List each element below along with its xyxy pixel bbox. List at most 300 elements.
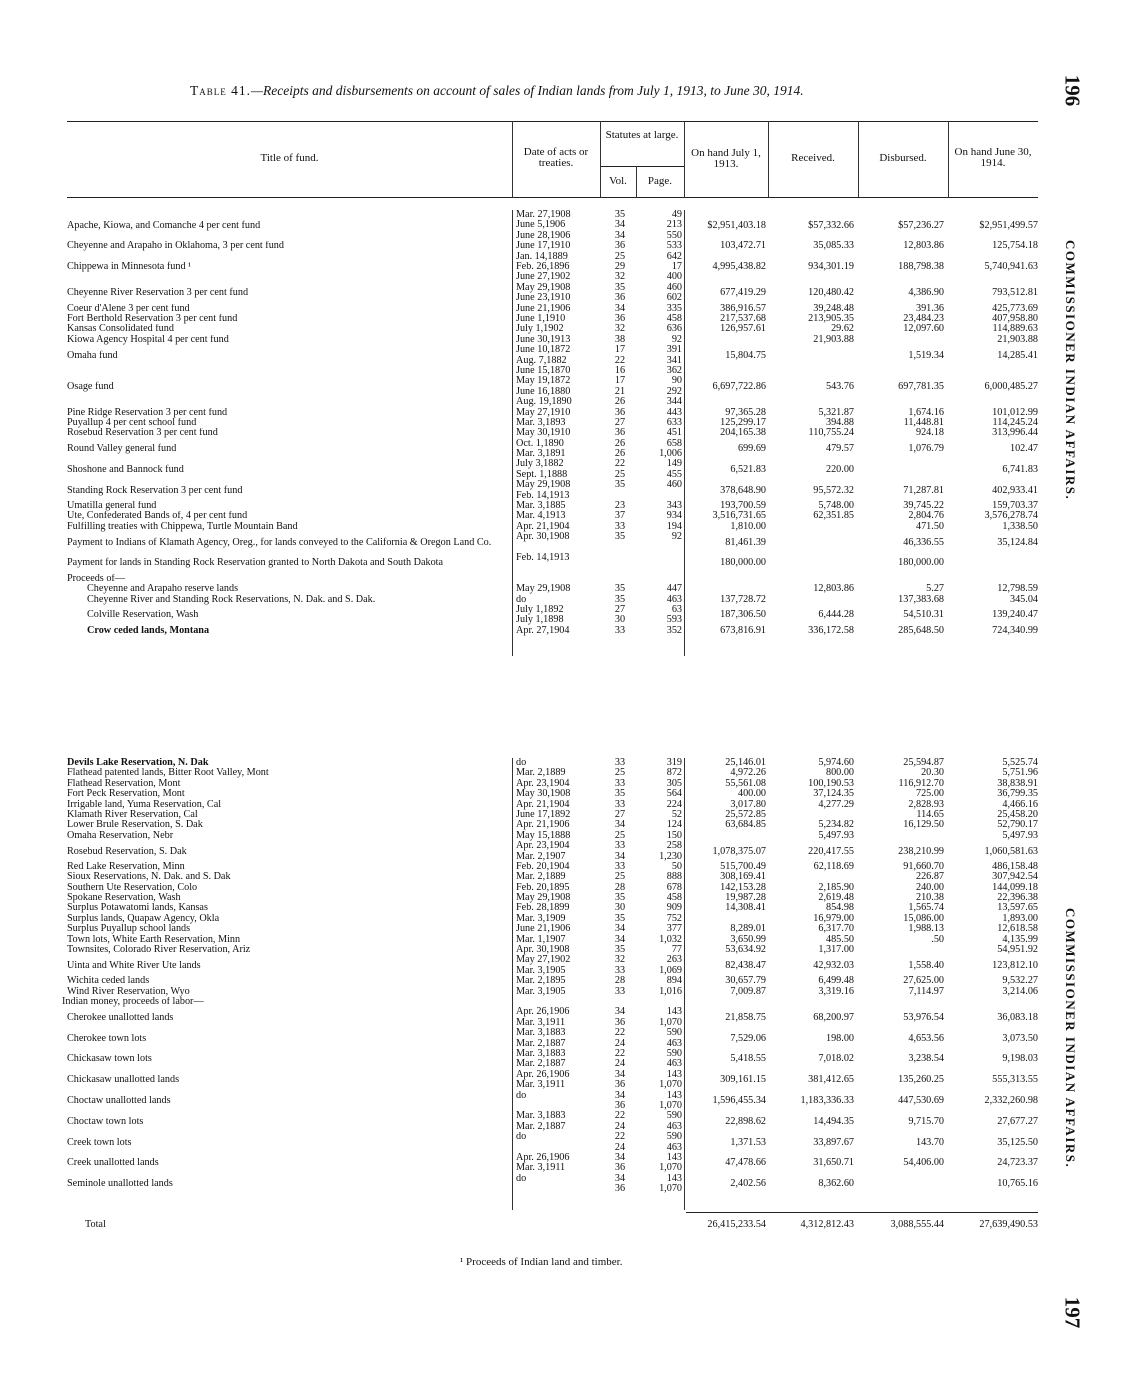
statute-page: 909 (666, 902, 682, 914)
act-date: Mar. 3,1883 Mar. 2,1887 (516, 1110, 566, 1132)
statute-volume: 32 (614, 323, 626, 335)
disbursed: 226.87 (915, 871, 944, 883)
on-hand-1914: 402,933.41 (992, 484, 1038, 496)
on-hand-1914: 52,790.17 (997, 819, 1038, 831)
fund-title: Chickasaw town lots (67, 1054, 152, 1065)
received: 336,172.58 (808, 624, 854, 636)
on-hand-1913: 386,916.57 (720, 302, 766, 314)
on-hand-1914: 3,073.50 (1002, 1032, 1038, 1044)
fund-title: Cheyenne River Reservation 3 per cent fund (67, 287, 249, 298)
statute-volume: 35 (614, 788, 626, 800)
statute-page: 343 (666, 500, 682, 512)
statute-volume: 22 25 (614, 458, 626, 480)
total-rule (686, 1212, 1038, 1213)
received: 42,932.03 (813, 959, 854, 971)
received: 213,905.35 (808, 312, 854, 324)
on-hand-1914: 144,099.18 (992, 881, 1038, 893)
fund-title: Cherokee unallotted lands (67, 1012, 174, 1023)
table-row (0, 532, 1123, 553)
act-date: Apr. 30,1908 (516, 531, 570, 543)
on-hand-1914: 425,773.69 (992, 302, 1038, 314)
statute-page: 460 602 (666, 281, 682, 304)
disbursed: 1,558.40 (908, 959, 944, 971)
statute-volume: 33 (614, 624, 626, 636)
running-head-bottom: COMMISSIONER INDIAN AFFAIRS. (1063, 908, 1078, 1169)
table-row (0, 1111, 1123, 1132)
statute-page: 143 1,070 (659, 1068, 682, 1091)
statute-page: 451 (666, 427, 682, 439)
fund-title: Colville Reservation, Wash (87, 610, 199, 621)
table-row (0, 366, 1123, 408)
statute-page: 636 (666, 323, 682, 335)
received: 35,085.33 (813, 240, 854, 252)
header-statutes: Statutes at large. (605, 129, 679, 141)
statute-page: 49 213 550 (666, 209, 682, 241)
table-row (0, 459, 1123, 480)
disbursed: 1,076.79 (908, 442, 944, 454)
disbursed: 5.27 (926, 583, 944, 595)
on-hand-1913: 187,306.50 (720, 609, 766, 621)
on-hand-1913: 53,634.92 (725, 944, 766, 956)
received: 95,572.32 (813, 484, 854, 496)
fund-title: Fort Peck Reservation, Mont (67, 789, 185, 800)
statute-volume: 27 30 (614, 604, 626, 626)
fund-title: Puyallup 4 per cent school fund (67, 417, 197, 428)
received: 120,480.42 (808, 286, 854, 298)
on-hand-1913: 1,371.53 (730, 1136, 766, 1148)
statute-page: 460 (666, 479, 682, 491)
act-date: Feb. 14,1913 (516, 552, 570, 564)
statute-volume: 35 (614, 912, 626, 924)
header-page: Page. (647, 175, 673, 187)
statute-volume: 35 (614, 944, 626, 956)
table-row (0, 955, 1123, 976)
table-row (0, 626, 1123, 636)
on-hand-1913: 81,461.39 (725, 536, 766, 548)
on-hand-1914: 555,313.55 (992, 1073, 1038, 1085)
on-hand-1914: 1,338.50 (1002, 520, 1038, 532)
fund-title: Rosebud Reservation 3 per cent fund (67, 428, 218, 439)
fund-title: Flathead patented lands, Bitter Root Valley, Mont (67, 768, 269, 779)
disbursed: 71,287.81 (903, 484, 944, 496)
statute-page: 872 (666, 767, 682, 779)
received: 6,317.70 (818, 923, 854, 935)
table-row (0, 1028, 1123, 1049)
statute-page: 458 (666, 892, 682, 904)
page-number-bottom: 197 (1060, 1296, 1085, 1329)
table-row (0, 345, 1123, 366)
disbursed: 285,648.50 (898, 624, 944, 636)
on-hand-1913: 308,169.41 (720, 871, 766, 883)
disbursed: 188,798.38 (898, 260, 944, 272)
disbursed: 1,565.74 (908, 902, 944, 914)
on-hand-1913: 8,289.01 (730, 923, 766, 935)
statute-volume: 33 (614, 860, 626, 872)
on-hand-1914: 21,903.88 (997, 333, 1038, 345)
on-hand-1914: 2,332,260.98 (984, 1094, 1038, 1106)
statute-page: 335 (666, 302, 682, 314)
received: 220,417.55 (808, 845, 854, 857)
act-date: Feb. 20,1895 (516, 881, 570, 893)
received: 381,412.65 (808, 1073, 854, 1085)
disbursed: 2,828.93 (908, 798, 944, 810)
statute-volume: 34 36 (614, 1089, 626, 1111)
on-hand-1913: 126,957.61 (720, 323, 766, 335)
disbursed: 3,238.54 (908, 1053, 944, 1065)
fund-title: Umatilla general fund (67, 501, 157, 512)
act-date: May 15,1888 (516, 829, 571, 841)
on-hand-1914: 22,396.38 (997, 892, 1038, 904)
act-date: Apr. 30,1908 (516, 944, 570, 956)
statute-page: 50 (671, 860, 682, 872)
statute-volume: 23 (614, 500, 626, 512)
fund-title: Omaha fund (67, 350, 118, 361)
header-on-hand-1913: On hand July 1, 1913. (691, 147, 761, 170)
table-number: Table 41. (190, 83, 251, 98)
fund-title: Pine Ridge Reservation 3 per cent fund (67, 407, 228, 418)
fund-title: Surplus lands, Quapaw Agency, Okla (67, 913, 220, 924)
fund-title: Ute, Confederated Bands of, 4 per cent fund (67, 511, 248, 522)
fund-title: Kiowa Agency Hospital 4 per cent fund (67, 334, 229, 345)
statute-volume: 35 34 34 (614, 209, 626, 241)
disbursed: 9,715.70 (908, 1115, 944, 1127)
statute-page: 258 1,230 (659, 840, 682, 862)
act-date: June 1,1910 (516, 312, 566, 324)
on-hand-1914: 35,124.84 (997, 536, 1038, 548)
statute-page: 92 (671, 333, 682, 345)
disbursed: 27,625.00 (903, 975, 944, 987)
on-hand-1913: 309,161.15 (720, 1073, 766, 1085)
statute-volume: 35 (614, 531, 626, 543)
fund-title: Round Valley general fund (67, 443, 177, 454)
fund-title: Town lots, White Earth Reservation, Minn (67, 934, 241, 945)
on-hand-1914: 101,012.99 (992, 406, 1038, 418)
table-row (0, 605, 1123, 626)
act-date: do (516, 593, 527, 605)
statute-page: 590 463 (666, 1027, 682, 1049)
received: 543.76 (825, 380, 854, 392)
statute-page: 888 (666, 871, 682, 883)
header-top-rule (67, 121, 1038, 122)
act-date: Mar. 3,1893 (516, 416, 566, 428)
act-date: do (516, 1131, 527, 1143)
table-row (0, 987, 1123, 997)
on-hand-1914: 36,799.35 (997, 788, 1038, 800)
disbursed: 180,000.00 (898, 557, 944, 569)
on-hand-1914: 38,838.91 (997, 777, 1038, 789)
act-date: June 15,1870 May 19,1872 June 16,1880 Aug. 19,1890 (516, 364, 572, 408)
fund-title: Kansas Consolidated fund (67, 324, 174, 335)
total-disbursed: 3,088,555.44 (890, 1219, 944, 1230)
statute-page: 752 (666, 912, 682, 924)
fund-title: Seminole unallotted lands (67, 1178, 173, 1189)
disbursed: 924.18 (915, 427, 944, 439)
total-row (0, 1220, 1123, 1230)
received: 485.50 (825, 933, 854, 945)
act-date: May 29,1908 (516, 583, 571, 595)
disbursed: 2,804.76 (908, 510, 944, 522)
on-hand-1913: 204,165.38 (720, 427, 766, 439)
table-body-top (0, 210, 1123, 636)
fund-title: Fort Berthold Reservation 3 per cent fund (67, 313, 238, 324)
received: 16,979.00 (813, 912, 854, 924)
on-hand-1914: 35,125.50 (997, 1136, 1038, 1148)
statute-page: 458 (666, 312, 682, 324)
statute-page: 1,016 (659, 985, 682, 997)
received: 39,248.48 (813, 302, 854, 314)
fund-title: Townsites, Colorado River Reservation, Ariz (67, 945, 251, 956)
on-hand-1914: 24,723.37 (997, 1157, 1038, 1169)
on-hand-1914: 12,798.59 (997, 583, 1038, 595)
disbursed: 114.65 (916, 808, 944, 820)
on-hand-1913: 673,816.91 (720, 624, 766, 636)
on-hand-1914: 793,512.81 (992, 286, 1038, 298)
on-hand-1913: 21,858.75 (725, 1011, 766, 1023)
received: 14,494.35 (813, 1115, 854, 1127)
disbursed: 697,781.35 (898, 380, 944, 392)
on-hand-1913: 7,009.87 (730, 985, 766, 997)
fund-title: Lower Brule Reservation, S. Dak (67, 820, 203, 831)
on-hand-1913: 7,529.06 (730, 1032, 766, 1044)
statute-volume: 36 (614, 406, 626, 418)
disbursed: $57,236.27 (898, 219, 944, 231)
header-disbursed: Disbursed. (879, 152, 927, 164)
act-date: Apr. 21,1904 (516, 520, 570, 532)
on-hand-1914: 139,240.47 (992, 609, 1038, 621)
statute-volume: 38 (614, 333, 626, 345)
fund-title: Chickasaw unallotted lands (67, 1074, 180, 1085)
on-hand-1913: 55,561.08 (725, 777, 766, 789)
received: 2,185.90 (818, 881, 854, 893)
statute-volume: 34 36 (614, 1068, 626, 1091)
fund-title: Cheyenne and Arapaho in Oklahoma, 3 per cent fund (67, 241, 284, 252)
on-hand-1913: 142,153.28 (720, 881, 766, 893)
on-hand-1914: 36,083.18 (997, 1011, 1038, 1023)
on-hand-1914: 4,135.99 (1002, 933, 1038, 945)
statute-page: 658 1,006 (659, 437, 682, 460)
fund-title: Shoshone and Bannock fund (67, 464, 184, 475)
disbursed: 20.30 (921, 767, 944, 779)
fund-title: Irrigable land, Yuma Reservation, Cal (67, 799, 222, 810)
on-hand-1913: 30,657.79 (725, 975, 766, 987)
fund-title: Flathead Reservation, Mont (67, 778, 181, 789)
act-date: July 3,1882 Sept. 1,1888 (516, 458, 568, 480)
statute-volume: 34 (614, 819, 626, 831)
fund-title: Spokane Reservation, Wash (67, 893, 181, 904)
act-date: June 30,1913 (516, 333, 571, 345)
act-date: May 27,1902 Mar. 3,1905 (516, 954, 571, 976)
disbursed: 39,745.22 (903, 500, 944, 512)
statute-volume: 34 (614, 302, 626, 314)
received: 29.62 (831, 323, 854, 335)
statute-volume: 35 (614, 892, 626, 904)
table-row (0, 1091, 1123, 1112)
table-row (0, 553, 1123, 574)
received: $57,332.66 (808, 219, 854, 231)
table-body-bottom (0, 758, 1123, 1195)
fund-title: Surplus Puyallup school lands (67, 924, 191, 935)
act-date: Apr. 26,1906 Mar. 3,1911 (516, 1151, 570, 1174)
fund-title: Choctaw town lots (67, 1116, 144, 1127)
on-hand-1914: 486,158.48 (992, 860, 1038, 872)
act-date: Mar. 3,1905 (516, 985, 566, 997)
received: 5,497.93 (818, 829, 854, 841)
on-hand-1913: 193,700.59 (720, 500, 766, 512)
disbursed: 1,519.34 (908, 349, 944, 361)
received: 934,301.19 (808, 260, 854, 272)
disbursed: 91,660.70 (903, 860, 944, 872)
act-date: Apr. 23,1904 (516, 777, 570, 789)
statute-page: 447 (666, 583, 682, 595)
total-label: Total (85, 1220, 106, 1230)
table-row (0, 584, 1123, 594)
received: 31,650.71 (813, 1157, 854, 1169)
act-date: Apr. 23,1904 Mar. 2,1907 (516, 840, 570, 862)
statute-volume: 34 (614, 933, 626, 945)
statute-volume: 27 (614, 416, 626, 428)
received: 62,118.69 (813, 860, 854, 872)
received: 394.88 (825, 416, 854, 428)
on-hand-1914: 313,996.44 (992, 427, 1038, 439)
statute-page: 150 (666, 829, 682, 841)
act-date: Mar. 2,1895 (516, 975, 566, 987)
statute-volume: 35 (614, 583, 626, 595)
on-hand-1914: 114,889.63 (992, 323, 1038, 335)
received: 8,362.60 (818, 1177, 854, 1189)
on-hand-1914: 159,703.37 (992, 500, 1038, 512)
table-title (190, 83, 804, 99)
on-hand-1914: 10,765.16 (997, 1177, 1038, 1189)
statute-volume: 34 36 (614, 1151, 626, 1174)
disbursed: 12,803.86 (903, 240, 944, 252)
header-received: Received. (791, 152, 835, 164)
disbursed: 16,129.50 (903, 819, 944, 831)
on-hand-1914: 5,740,941.63 (984, 260, 1038, 272)
act-date: Mar. 27,1908 June 5,1906 June 28,1906 (516, 209, 571, 241)
statute-page: 143 1,070 (659, 1089, 682, 1111)
received: 3,319.16 (818, 985, 854, 997)
table-row (0, 841, 1123, 862)
act-date: June 10,1872 Aug. 7,1882 (516, 344, 571, 366)
fund-title: Wind River Reservation, Wyo (67, 986, 190, 997)
statute-volume: 28 (614, 881, 626, 893)
on-hand-1914: 724,340.99 (992, 624, 1038, 636)
act-date: Feb. 20,1904 (516, 860, 570, 872)
fund-title: Rosebud Reservation, S. Dak (67, 846, 187, 857)
on-hand-1913: 63,684.85 (725, 819, 766, 831)
disbursed: 447,530.69 (898, 1094, 944, 1106)
disbursed: 135,260.25 (898, 1073, 944, 1085)
on-hand-1914: 27,677.27 (997, 1115, 1038, 1127)
disbursed: .50 (931, 933, 944, 945)
act-date: Apr. 27,1904 (516, 624, 570, 636)
on-hand-1913: 180,000.00 (720, 557, 766, 569)
on-hand-1914: 6,741.83 (1002, 463, 1038, 475)
on-hand-1913: 378,648.90 (720, 484, 766, 496)
on-hand-1914: 5,751.96 (1002, 767, 1038, 779)
act-date: June 17,1892 (516, 808, 571, 820)
footnote: ¹ Proceeds of Indian land and timber. (460, 1256, 623, 1268)
fund-title: Standing Rock Reservation 3 per cent fund (67, 485, 243, 496)
on-hand-1913: 97,365.28 (725, 406, 766, 418)
disbursed: 725.00 (915, 788, 944, 800)
on-hand-1914: 1,060,581.63 (984, 845, 1038, 857)
statute-page: 678 (666, 881, 682, 893)
statute-volume: 33 34 (614, 840, 626, 862)
on-hand-1913: 125,299.17 (720, 416, 766, 428)
statute-page: 633 (666, 416, 682, 428)
on-hand-1913: 217,537.68 (720, 312, 766, 324)
on-hand-1913: 137,728.72 (720, 593, 766, 605)
received: 62,351.85 (813, 510, 854, 522)
received: 5,974.60 (818, 757, 854, 768)
on-hand-1914: 5,497.93 (1002, 829, 1038, 841)
on-hand-1914: $2,951,499.57 (979, 219, 1038, 231)
statute-volume: 16 17 21 26 (614, 364, 626, 408)
statute-page: 92 (671, 531, 682, 543)
on-hand-1914: 6,000,485.27 (984, 380, 1038, 392)
on-hand-1913: 4,995,438.82 (712, 260, 766, 272)
on-hand-1914: 3,214.06 (1002, 985, 1038, 997)
statute-page: 533 (666, 240, 682, 252)
on-hand-1913: 1,596,455.34 (712, 1094, 766, 1106)
received: 2,619.48 (818, 892, 854, 904)
on-hand-1913: 19,987.28 (725, 892, 766, 904)
fund-title: Red Lake Reservation, Minn (67, 861, 185, 872)
fund-title: Creek town lots (67, 1137, 132, 1148)
statute-volume: 26 26 (614, 437, 626, 460)
disbursed: 391.36 (915, 302, 944, 314)
disbursed: 15,086.00 (903, 912, 944, 924)
on-hand-1914: 54,951.92 (997, 944, 1038, 956)
statute-volume: 27 (614, 808, 626, 820)
statute-volume: 34 36 (614, 1006, 626, 1028)
fund-title: Sioux Reservations, N. Dak. and S. Dak (67, 872, 231, 883)
on-hand-1913: 6,521.83 (730, 463, 766, 475)
fund-title: Klamath River Reservation, Cal (67, 809, 198, 820)
on-hand-1913: 25,572.85 (725, 808, 766, 820)
statute-volume: 25 (614, 871, 626, 883)
total-received: 4,312,812.43 (800, 1219, 854, 1230)
statute-page: 564 (666, 788, 682, 800)
on-hand-1914: 12,618.58 (997, 923, 1038, 935)
act-date: Mar. 2,1889 (516, 767, 566, 779)
act-date: Apr. 21,1906 (516, 819, 570, 831)
statute-volume: 22 24 (614, 1131, 626, 1153)
act-date: June 17,1910 (516, 240, 571, 252)
act-date: do (516, 1172, 527, 1184)
act-date: do (516, 757, 527, 768)
header-on-hand-1914: On hand June 30, 1914. (954, 146, 1032, 169)
on-hand-1914: 307,942.54 (992, 871, 1038, 883)
page-number-top: 196 (1060, 74, 1085, 107)
statute-volume: 25 (614, 829, 626, 841)
table-caption: —Receipts and disbursements on account of sales of Indian lands from July 1, 1913, to June 30, 1914. (251, 83, 804, 98)
act-date: May 30,1910 (516, 427, 571, 439)
statute-page: 391 341 (666, 344, 682, 366)
act-date: May 29,1908 Feb. 14,1913 (516, 479, 571, 501)
statute-volume: 37 (614, 510, 626, 522)
statute-volume: 22 24 (614, 1048, 626, 1070)
received: 5,321.87 (818, 406, 854, 418)
statute-volume: 35 (614, 593, 626, 605)
statute-page: 1,032 (659, 933, 682, 945)
fund-title: Southern Ute Reservation, Colo (67, 882, 198, 893)
received: 479.57 (825, 442, 854, 454)
act-date: Mar. 4,1913 (516, 510, 566, 522)
act-date: do (516, 1089, 527, 1101)
table-row (0, 1007, 1123, 1028)
